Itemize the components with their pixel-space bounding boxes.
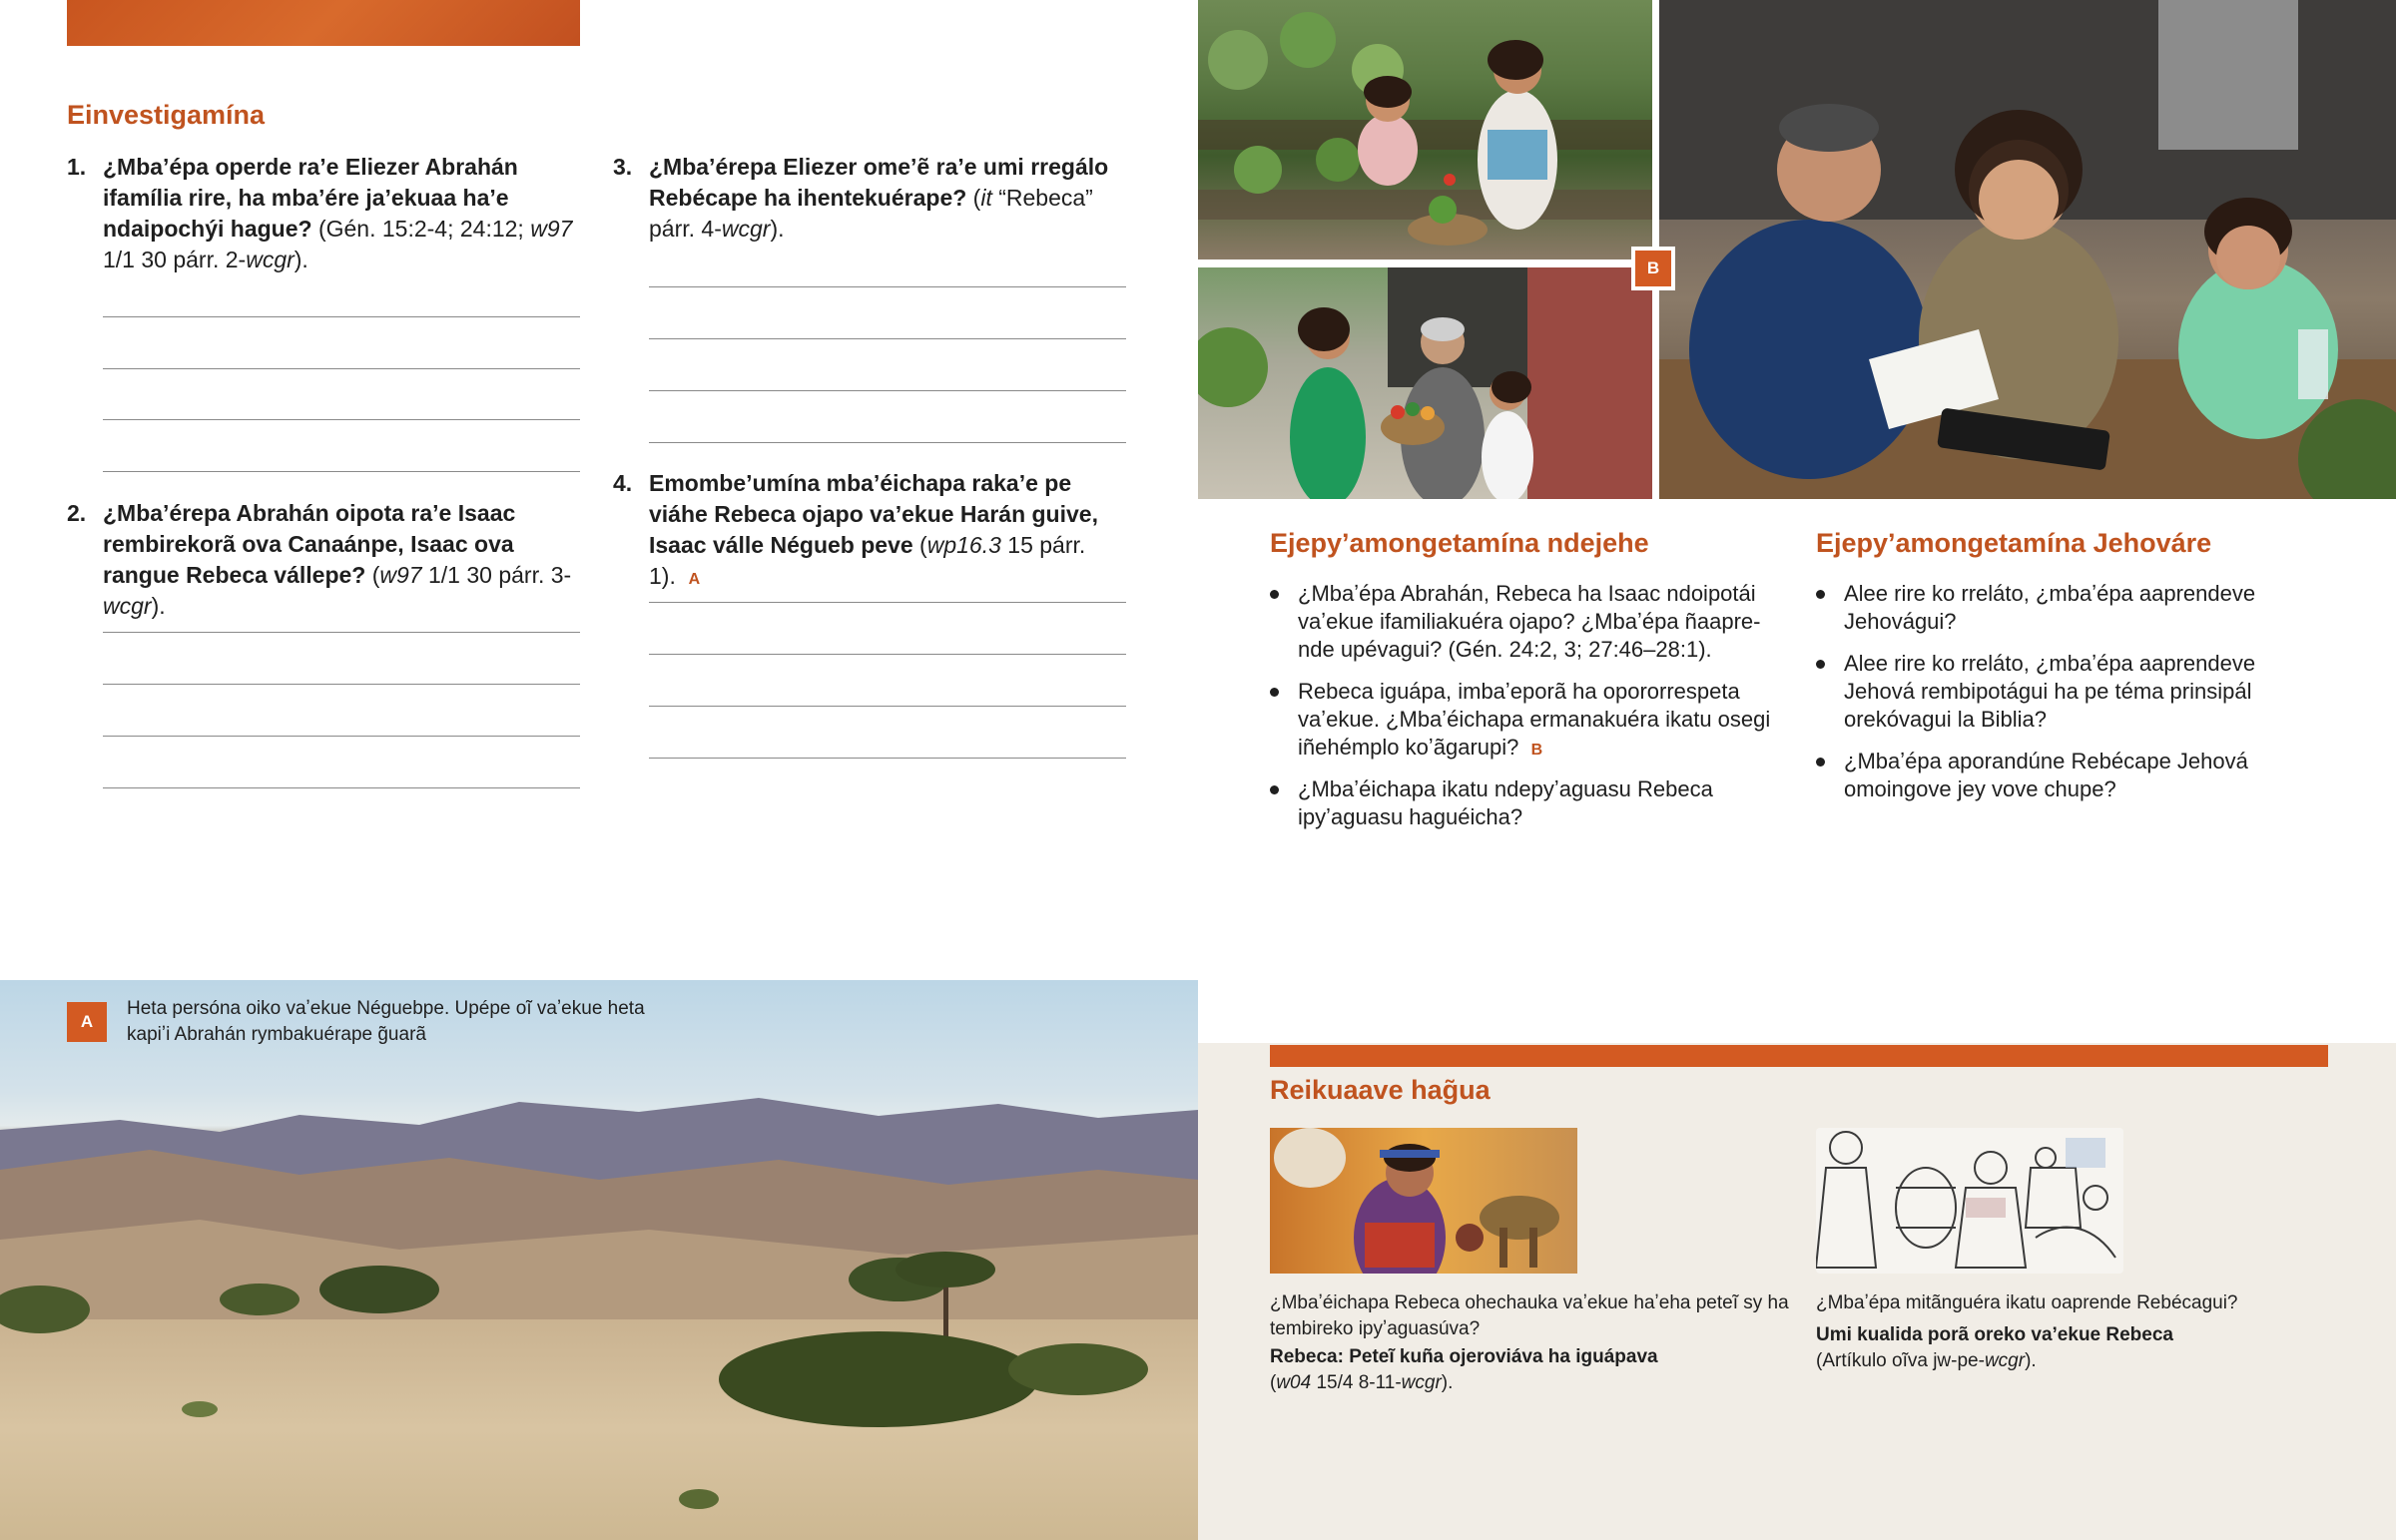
answer-line[interactable] — [649, 338, 1126, 339]
bullet-dot — [1816, 590, 1825, 599]
orange-banner — [67, 0, 580, 46]
question-ref: (Gén. 15:2-4; 24:12; — [311, 216, 531, 242]
reflect-self-heading: Ejepyʼamongetamína ndejehe — [1270, 528, 1649, 558]
bullet-dot — [1270, 590, 1279, 599]
bullet-text: ¿Mbaʼépa Abrahán, Rebeca ha Isaac ndoipotái vaʼekue ifamiliakuéra ojapo? ¿Mbaʼépa ñaaprende upévagui? (Gén. 24:2, 3; 27:46–28:1). — [1298, 581, 1761, 662]
answer-line[interactable] — [103, 316, 580, 317]
question-number: 1. — [67, 154, 87, 180]
reflect-self-bullet — [1270, 775, 1789, 831]
answer-line[interactable] — [649, 390, 1126, 391]
resource-title[interactable]: Umi kualida porã oreko vaʼekue Rebeca — [1816, 1324, 2173, 1345]
answer-line[interactable] — [103, 736, 580, 737]
question-text: Emombeʼumína mbaʼéichapa rakaʼe pe viáhe Rebeca ojapo vaʼekue Harán guive, Isaac válle Négueb peve — [649, 470, 1098, 558]
thumb-rebekah-water[interactable] — [1270, 1128, 1577, 1274]
garden-illustration — [1198, 0, 1652, 259]
bullet-dot — [1816, 758, 1825, 767]
bullet-text: Alee rire ko rreláto, ¿mbaʼépa aaprendeve Jehová rembipotágui ha pe téma prinsipál orekóvagui la Biblia? — [1844, 651, 2256, 732]
answer-line[interactable] — [649, 602, 1126, 603]
family-study-illustration — [1659, 0, 2396, 499]
question-ref: ( — [365, 562, 380, 588]
photo-ref-tag: A — [688, 571, 701, 588]
ref-open: (Artíkulo oĩva jw-pe- — [1816, 1350, 1985, 1371]
resource-link[interactable] — [1270, 1344, 1789, 1370]
answer-line[interactable] — [649, 442, 1126, 443]
ref-close: ). — [1441, 1372, 1454, 1393]
bullet-text: ¿Mbaʼéichapa ikatu ndepyʼaguasu Rebeca ipyʼaguasu haguéicha? — [1298, 776, 1713, 829]
resource-question: ¿Mbaʼéichapa Rebeca ohechauka vaʼekue haʼeha peteĩ sy ha tembireko ipyʼaguasúva? — [1270, 1292, 1789, 1339]
bullet-text: Rebeca iguápa, imbaʼeporã ha opororrespeta vaʼekue. ¿Mbaʼéichapa ermanakuéra ikatu osegi iñehémplo koʼãgarupi? — [1298, 679, 1771, 760]
reflect-self-bullet — [1270, 678, 1789, 765]
bullet-dot — [1270, 785, 1279, 794]
resource-ref — [1816, 1348, 2335, 1374]
answer-line[interactable] — [649, 758, 1126, 759]
ref-lang: wcgr — [1401, 1372, 1442, 1393]
question-ref-pub: w97 — [379, 562, 422, 588]
question-ref-pub: wp16.3 — [926, 532, 1001, 558]
photo-tag-b: B — [1631, 247, 1675, 290]
learn-more-heading: Reikuaave hag̃ua — [1270, 1075, 1491, 1105]
question-number: 3. — [613, 154, 633, 180]
photo-neighbors — [1198, 267, 1652, 499]
photo-garden — [1198, 0, 1652, 259]
reflect-jehovah-bullet — [1816, 748, 2315, 803]
learn-more-left-text — [1270, 1290, 1789, 1396]
ref-lang: wcgr — [1984, 1350, 2026, 1371]
bullet-text: ¿Mbaʼépa aporandúne Rebécape Jehová omoingove jey vove chupe? — [1844, 749, 2248, 801]
bullet-dot — [1270, 688, 1279, 697]
answer-line[interactable] — [649, 654, 1126, 655]
ref-close: ). — [2025, 1350, 2037, 1371]
reflect-jehovah-bullet — [1816, 580, 2315, 636]
question-ref-pub: it — [980, 185, 992, 211]
coloring-illustration — [1816, 1128, 2123, 1274]
question-ref-end: 1/1 30 párr. 3- — [421, 562, 572, 588]
question-text: ¿Mbaʼépa operde raʼe Eliezer Abrahán ifamília rire, ha mbaʼére jaʼekuaa haʼe ndaipochýi hague? — [103, 154, 518, 242]
question-ref-close: ). — [294, 247, 308, 272]
answer-line[interactable] — [103, 632, 580, 633]
answer-line[interactable] — [649, 286, 1126, 287]
question-1 — [67, 152, 586, 275]
answer-line[interactable] — [103, 368, 580, 369]
resource-title[interactable]: Rebeca: Peteĩ kuña ojeroviáva ha iguápava — [1270, 1346, 1658, 1367]
question-ref: ( — [966, 185, 981, 211]
rebekah-water-illustration — [1270, 1128, 1577, 1274]
reflect-self-bullet — [1270, 580, 1789, 664]
learn-more-bar — [1270, 1045, 2328, 1067]
question-ref-close: ). — [151, 593, 166, 619]
question-3 — [613, 152, 1132, 245]
photo-tag-a: A — [67, 1002, 107, 1042]
resource-question: ¿Mbaʼépa mitãnguéra ikatu oaprende Rebécagui? — [1816, 1292, 2238, 1313]
reflect-jehovah-heading: Ejepyʼamongetamína Jehováre — [1816, 528, 2212, 558]
learn-more-right-text — [1816, 1290, 2335, 1374]
question-ref-lang: wcgr — [721, 216, 771, 242]
ref-mid: 15/4 8-11- — [1311, 1372, 1402, 1393]
ref-open: ( — [1270, 1372, 1277, 1393]
question-ref-lang: wcgr — [103, 593, 152, 619]
question-ref: ( — [912, 532, 927, 558]
ref-pub: w04 — [1276, 1372, 1312, 1393]
question-number: 4. — [613, 470, 633, 496]
answer-line[interactable] — [103, 419, 580, 420]
answer-line[interactable] — [103, 471, 580, 472]
neighbors-illustration — [1198, 267, 1652, 499]
question-ref-lang: wcgr — [246, 247, 295, 272]
question-text: ¿Mbaʼérepa Eliezer omeʼẽ raʼe umi rregálo Rebécape ha ihentekuérape? — [649, 154, 1109, 211]
investigate-heading: Einvestigamína — [67, 100, 266, 130]
photo-family-study — [1659, 0, 2396, 499]
photo-ref-tag: B — [1530, 742, 1543, 759]
question-text: ¿Mbaʼérepa Abrahán oipota raʼe Isaac rembirekorã ova Canaánpe, Isaac ova rangue Rebeca vállepe? — [103, 500, 516, 588]
question-ref-end: “Rebeca” párr. 4- — [649, 185, 1093, 242]
bullet-text: Alee rire ko rreláto, ¿mbaʼépa aaprendeve Jehovágui? — [1844, 581, 2256, 634]
question-number: 2. — [67, 500, 87, 526]
answer-line[interactable] — [103, 684, 580, 685]
question-ref-end: 1/1 30 párr. 2- — [103, 247, 247, 272]
thumb-rebekah-coloring[interactable] — [1816, 1128, 2123, 1274]
resource-ref — [1270, 1370, 1789, 1396]
bullet-dot — [1816, 660, 1825, 669]
reflect-jehovah-bullet — [1816, 650, 2315, 734]
question-4 — [613, 468, 1132, 595]
question-ref-close: ). — [770, 216, 785, 242]
desert-caption: Heta persóna oiko vaʼekue Néguebpe. Upépe oĩ vaʼekue heta kapiʼi Abrahán rymbakuérape g̃uarã — [127, 998, 645, 1045]
question-2 — [67, 498, 586, 622]
answer-line[interactable] — [649, 706, 1126, 707]
answer-line[interactable] — [103, 787, 580, 788]
question-ref-pub: w97 — [530, 216, 573, 242]
question-ref-end: 15 párr. 1). — [649, 532, 1086, 589]
resource-link[interactable] — [1816, 1322, 2335, 1348]
photo-negev-desert — [0, 980, 1198, 1540]
desert-illustration — [0, 980, 1198, 1540]
